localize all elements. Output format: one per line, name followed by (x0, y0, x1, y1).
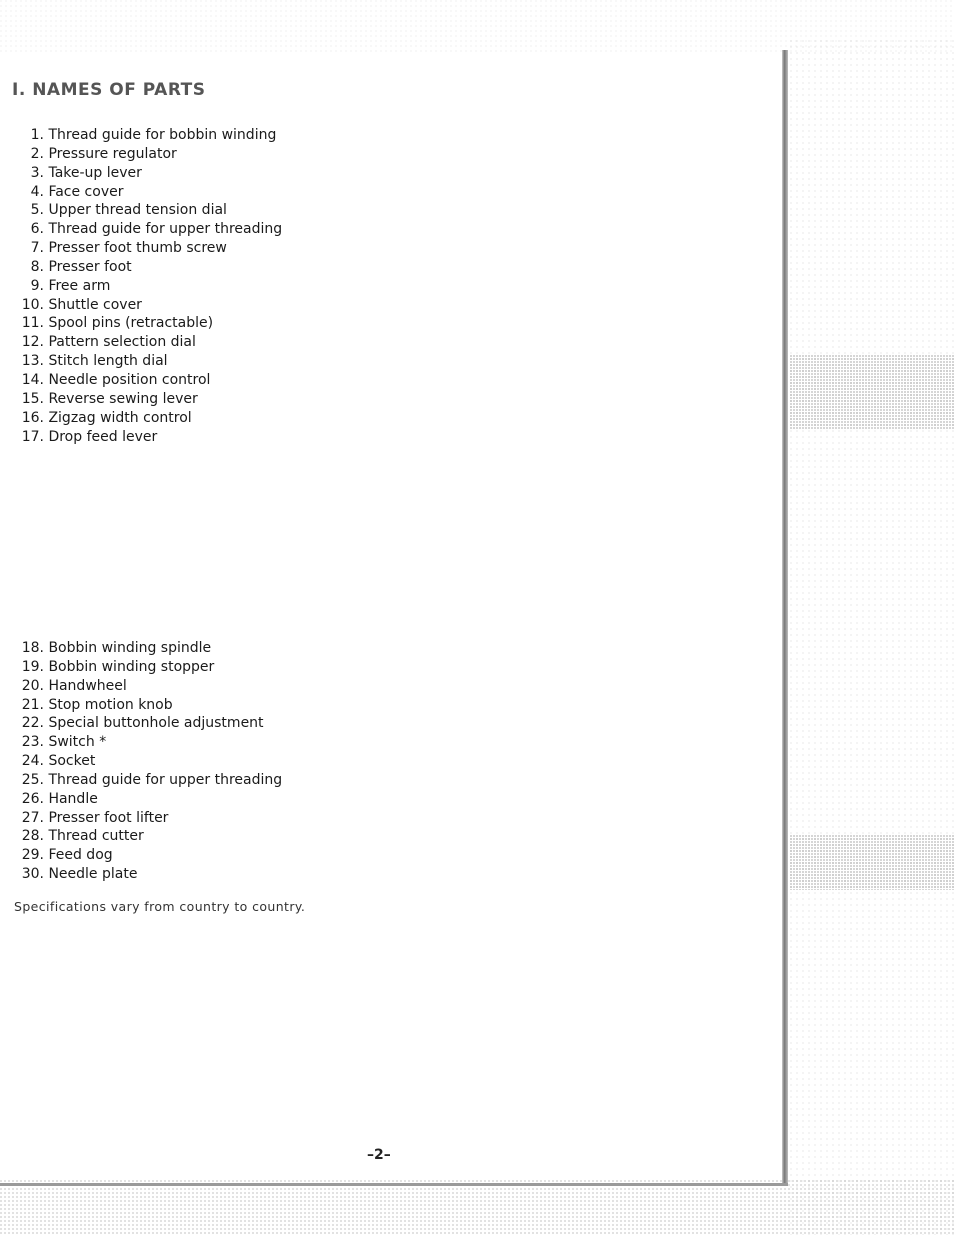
part-label: Drop feed lever (48, 428, 158, 445)
part-label: Face cover (48, 183, 124, 200)
part-item (14, 333, 282, 352)
part-label: Special buttonhole adjustment (48, 715, 264, 732)
part-item (14, 145, 282, 164)
part-item (14, 809, 282, 828)
part-number: 28. (21, 828, 44, 845)
part-label: Thread guide for upper threading (48, 221, 283, 238)
page-edge-shadow (782, 50, 788, 1185)
part-number: 13. (21, 353, 44, 370)
part-number: 6. (30, 221, 44, 238)
part-number: 5. (30, 202, 44, 219)
part-number: 26. (21, 790, 44, 807)
part-item (14, 183, 282, 202)
part-item (14, 752, 282, 771)
part-number: 12. (21, 334, 44, 351)
part-number: 1. (30, 127, 44, 143)
part-number: 27. (21, 809, 44, 826)
parts-list-2 (14, 639, 282, 884)
part-label: Socket (48, 753, 96, 770)
part-item (14, 865, 282, 884)
part-item (14, 696, 282, 715)
part-number: 22. (21, 715, 44, 732)
part-item (14, 126, 282, 145)
part-number: 25. (21, 771, 44, 788)
scan-noise-band (790, 355, 954, 430)
part-label: Shuttle cover (48, 296, 142, 313)
part-number: 11. (21, 315, 44, 332)
part-item (14, 827, 282, 846)
part-number: 9. (30, 277, 44, 294)
scan-noise-band (790, 835, 954, 890)
part-label: Reverse sewing lever (48, 390, 198, 407)
part-label: Thread guide for bobbin winding (48, 127, 277, 143)
part-number: 10. (21, 296, 44, 313)
specifications-note: Specifications vary from country to country. (14, 899, 306, 914)
part-item (14, 714, 282, 733)
page-number: –2– (367, 1147, 391, 1163)
part-item (14, 846, 282, 865)
part-number: 19. (21, 658, 44, 675)
page-bottom-edge (0, 1183, 788, 1186)
part-label: Switch * (48, 734, 107, 751)
part-label: Presser foot lifter (48, 809, 169, 826)
part-label: Needle position control (48, 371, 211, 388)
scan-noise-bottom (0, 1180, 954, 1235)
part-number: 30. (21, 866, 44, 883)
part-label: Pressure regulator (48, 145, 177, 162)
section-title: I. NAMES OF PARTS (12, 80, 206, 100)
part-number: 18. (21, 640, 44, 656)
scan-noise-right (790, 40, 954, 1235)
part-number: 15. (21, 390, 44, 407)
part-number: 7. (30, 240, 44, 257)
part-item (14, 277, 282, 296)
part-item (14, 371, 282, 390)
part-label: Handwheel (48, 677, 127, 694)
part-label: Feed dog (48, 847, 113, 864)
part-label: Handle (48, 790, 98, 807)
part-label: Thread cutter (48, 828, 144, 845)
part-label: Stop motion knob (48, 696, 173, 713)
part-item (14, 314, 282, 333)
part-number: 17. (21, 428, 44, 445)
part-label: Upper thread tension dial (48, 202, 227, 219)
part-number: 14. (21, 371, 44, 388)
part-label: Thread guide for upper threading (48, 771, 283, 788)
part-item (14, 771, 282, 790)
part-label: Presser foot thumb screw (48, 240, 227, 257)
part-item (14, 733, 282, 752)
part-item (14, 296, 282, 315)
part-label: Bobbin winding stopper (48, 658, 215, 675)
part-label: Zigzag width control (48, 409, 192, 426)
parts-list-1 (14, 126, 282, 446)
part-number: 29. (21, 847, 44, 864)
part-number: 2. (30, 145, 44, 162)
part-label: Spool pins (retractable) (48, 315, 214, 332)
part-item (14, 352, 282, 371)
part-number: 8. (30, 258, 44, 275)
part-label: Presser foot (48, 258, 132, 275)
part-item (14, 390, 282, 409)
part-number: 23. (21, 734, 44, 751)
part-item (14, 428, 282, 447)
part-item (14, 258, 282, 277)
part-item (14, 658, 282, 677)
part-item (14, 639, 282, 658)
part-item (14, 164, 282, 183)
part-item (14, 677, 282, 696)
part-label: Stitch length dial (48, 353, 168, 370)
part-item (14, 409, 282, 428)
part-number: 21. (21, 696, 44, 713)
part-label: Bobbin winding spindle (48, 640, 212, 656)
part-label: Take-up lever (48, 164, 142, 181)
part-number: 16. (21, 409, 44, 426)
part-item (14, 201, 282, 220)
part-label: Free arm (48, 277, 111, 294)
part-number: 20. (21, 677, 44, 694)
part-number: 4. (30, 183, 44, 200)
part-number: 3. (30, 164, 44, 181)
part-item (14, 790, 282, 809)
part-number: 24. (21, 753, 44, 770)
part-item (14, 220, 282, 239)
part-item (14, 239, 282, 258)
part-label: Pattern selection dial (48, 334, 196, 351)
part-label: Needle plate (48, 866, 138, 883)
